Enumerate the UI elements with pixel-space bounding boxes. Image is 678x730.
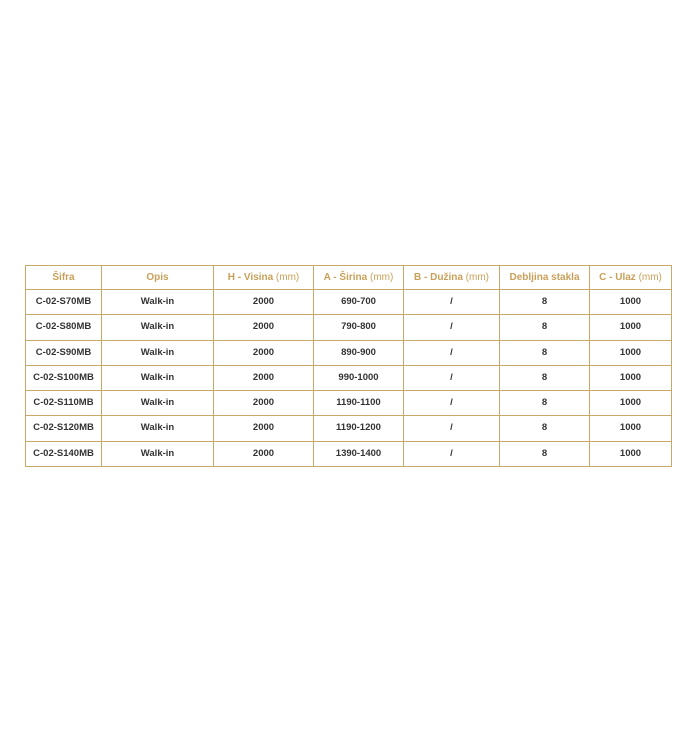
column-header-opis	[102, 266, 214, 290]
column-header-label: Debljina stakla	[509, 272, 580, 283]
cell-debljina-stakla: 8	[500, 365, 590, 390]
cell-duzina: /	[404, 315, 500, 340]
cell-sifra: C-02-S140MB	[26, 441, 102, 466]
column-header-debljina-stakla	[500, 266, 590, 290]
cell-duzina: /	[404, 340, 500, 365]
cell-sirina: 990-1000	[314, 365, 404, 390]
cell-duzina: /	[404, 290, 500, 315]
cell-sirina: 690-700	[314, 290, 404, 315]
table-row	[26, 315, 672, 340]
cell-debljina-stakla: 8	[500, 441, 590, 466]
column-header-sifra	[26, 266, 102, 290]
column-header-ulaz	[590, 266, 672, 290]
cell-opis: Walk-in	[102, 416, 214, 441]
table-row	[26, 290, 672, 315]
column-header-unit: (mm)	[638, 272, 662, 283]
cell-opis: Walk-in	[102, 315, 214, 340]
cell-ulaz: 1000	[590, 391, 672, 416]
table-body	[26, 290, 672, 467]
column-header-visina	[214, 266, 314, 290]
table-row	[26, 441, 672, 466]
table-row	[26, 391, 672, 416]
cell-debljina-stakla: 8	[500, 290, 590, 315]
cell-ulaz: 1000	[590, 441, 672, 466]
column-header-label: B - Dužina	[414, 272, 463, 283]
column-header-duzina	[404, 266, 500, 290]
cell-visina: 2000	[214, 290, 314, 315]
cell-sifra: C-02-S90MB	[26, 340, 102, 365]
cell-visina: 2000	[214, 416, 314, 441]
cell-sirina: 1390-1400	[314, 441, 404, 466]
column-header-unit: (mm)	[465, 272, 489, 283]
cell-ulaz: 1000	[590, 340, 672, 365]
cell-opis: Walk-in	[102, 340, 214, 365]
column-header-label: C - Ulaz	[599, 272, 636, 283]
table-row	[26, 340, 672, 365]
cell-sirina: 790-800	[314, 315, 404, 340]
cell-sirina: 1190-1200	[314, 416, 404, 441]
cell-sifra: C-02-S80MB	[26, 315, 102, 340]
cell-debljina-stakla: 8	[500, 315, 590, 340]
cell-visina: 2000	[214, 441, 314, 466]
table-header	[26, 266, 672, 290]
cell-duzina: /	[404, 365, 500, 390]
cell-sifra: C-02-S110MB	[26, 391, 102, 416]
cell-duzina: /	[404, 441, 500, 466]
cell-debljina-stakla: 8	[500, 340, 590, 365]
cell-sirina: 1190-1100	[314, 391, 404, 416]
cell-duzina: /	[404, 416, 500, 441]
column-header-unit: (mm)	[369, 272, 394, 283]
cell-debljina-stakla: 8	[500, 391, 590, 416]
cell-sifra: C-02-S120MB	[26, 416, 102, 441]
column-header-label: H - Visina	[227, 272, 274, 283]
table-header-row	[26, 266, 672, 290]
column-header-label: Šifra	[52, 272, 75, 283]
cell-visina: 2000	[214, 365, 314, 390]
cell-visina: 2000	[214, 340, 314, 365]
specification-table	[25, 265, 672, 467]
cell-debljina-stakla: 8	[500, 416, 590, 441]
cell-ulaz: 1000	[590, 315, 672, 340]
column-header-label: A - Širina	[323, 272, 368, 283]
cell-sirina: 890-900	[314, 340, 404, 365]
table-row	[26, 365, 672, 390]
cell-opis: Walk-in	[102, 365, 214, 390]
cell-opis: Walk-in	[102, 290, 214, 315]
table-row	[26, 416, 672, 441]
cell-visina: 2000	[214, 391, 314, 416]
column-header-sirina	[314, 266, 404, 290]
specification-table-container	[25, 265, 662, 467]
cell-opis: Walk-in	[102, 441, 214, 466]
cell-visina: 2000	[214, 315, 314, 340]
cell-sifra: C-02-S70MB	[26, 290, 102, 315]
column-header-unit: (mm)	[275, 272, 300, 283]
cell-opis: Walk-in	[102, 391, 214, 416]
cell-duzina: /	[404, 391, 500, 416]
cell-ulaz: 1000	[590, 290, 672, 315]
cell-ulaz: 1000	[590, 416, 672, 441]
cell-ulaz: 1000	[590, 365, 672, 390]
column-header-label: Opis	[146, 272, 169, 283]
cell-sifra: C-02-S100MB	[26, 365, 102, 390]
